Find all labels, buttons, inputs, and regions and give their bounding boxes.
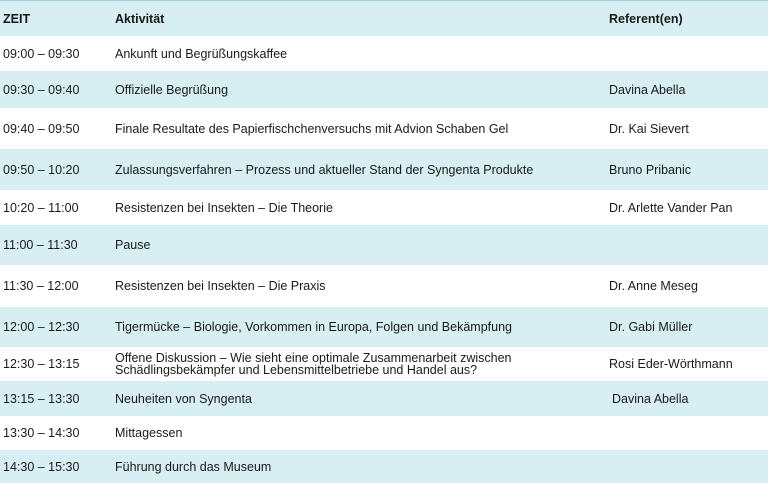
row-speaker (609, 225, 765, 265)
row-activity: Resistenzen bei Insekten – Die Theorie (115, 200, 333, 215)
row-speaker: Dr. Gabi Müller (609, 320, 693, 334)
table-row (0, 71, 768, 108)
row-activity: Zulassungsverfahren – Prozess und aktueller Stand der Syngenta Produkte (115, 162, 534, 177)
table-row (0, 225, 768, 265)
row-time: 13:30 – 14:30 (3, 426, 80, 440)
row-time: 09:00 – 09:30 (3, 46, 80, 61)
row-speaker: Bruno Pribanic (609, 162, 691, 177)
row-activity: Offene Diskussion – Wie sieht eine optimale Zusammenarbeit zwischen Schädlingsbekämpfer und Lebensmittelbetriebe und Handel aus? (115, 351, 512, 377)
row-speaker: Dr. Kai Sievert (609, 121, 689, 136)
table-row (0, 149, 768, 190)
table-row (0, 450, 768, 483)
row-speaker (609, 450, 765, 483)
row-time: 09:30 – 09:40 (3, 82, 80, 97)
row-time: 12:30 – 13:15 (3, 357, 80, 371)
row-activity: Mittagessen (115, 426, 183, 440)
row-activity: Tigermücke – Biologie, Vorkommen in Europa, Folgen und Bekämpfung (115, 320, 512, 334)
header-speaker: Referent(en) (609, 11, 683, 26)
row-speaker: Davina Abella (609, 82, 686, 97)
row-speaker: Dr. Arlette Vander Pan (609, 200, 733, 215)
row-time: 11:30 – 12:00 (3, 279, 79, 293)
table-row (0, 36, 768, 71)
table-header (0, 1, 768, 36)
row-time: 09:50 – 10:20 (3, 162, 80, 177)
row-activity: Offizielle Begrüßung (115, 82, 229, 97)
header-time: ZEIT (3, 11, 31, 26)
row-activity: Pause (115, 238, 151, 252)
row-activity: Führung durch das Museum (115, 460, 272, 474)
row-activity: Ankunft und Begrüßungskaffee (115, 46, 288, 61)
row-speaker (609, 36, 765, 71)
row-time: 10:20 – 11:00 (3, 200, 79, 215)
table-row (0, 347, 768, 381)
row-speaker: Rosi Eder-Wörthmann (609, 357, 733, 371)
table-row (0, 416, 768, 450)
row-speaker: Davina Abella (612, 391, 689, 406)
table-row (0, 190, 768, 225)
row-activity: Finale Resultate des Papierfischchenversuchs mit Advion Schaben Gel (115, 121, 509, 136)
row-activity: Neuheiten von Syngenta (115, 391, 252, 406)
row-time: 14:30 – 15:30 (3, 460, 80, 474)
row-time: 11:00 – 11:30 (3, 238, 78, 252)
row-speaker: Dr. Anne Meseg (609, 279, 698, 293)
row-time: 09:40 – 09:50 (3, 121, 80, 136)
row-time: 13:15 – 13:30 (3, 391, 80, 406)
row-time: 12:00 – 12:30 (3, 320, 80, 334)
row-activity: Resistenzen bei Insekten – Die Praxis (115, 279, 326, 293)
table-row (0, 381, 768, 416)
table-row (0, 265, 768, 307)
header-activity: Aktivität (115, 11, 165, 26)
table-row (0, 108, 768, 149)
row-speaker (609, 416, 765, 450)
table-row (0, 307, 768, 347)
